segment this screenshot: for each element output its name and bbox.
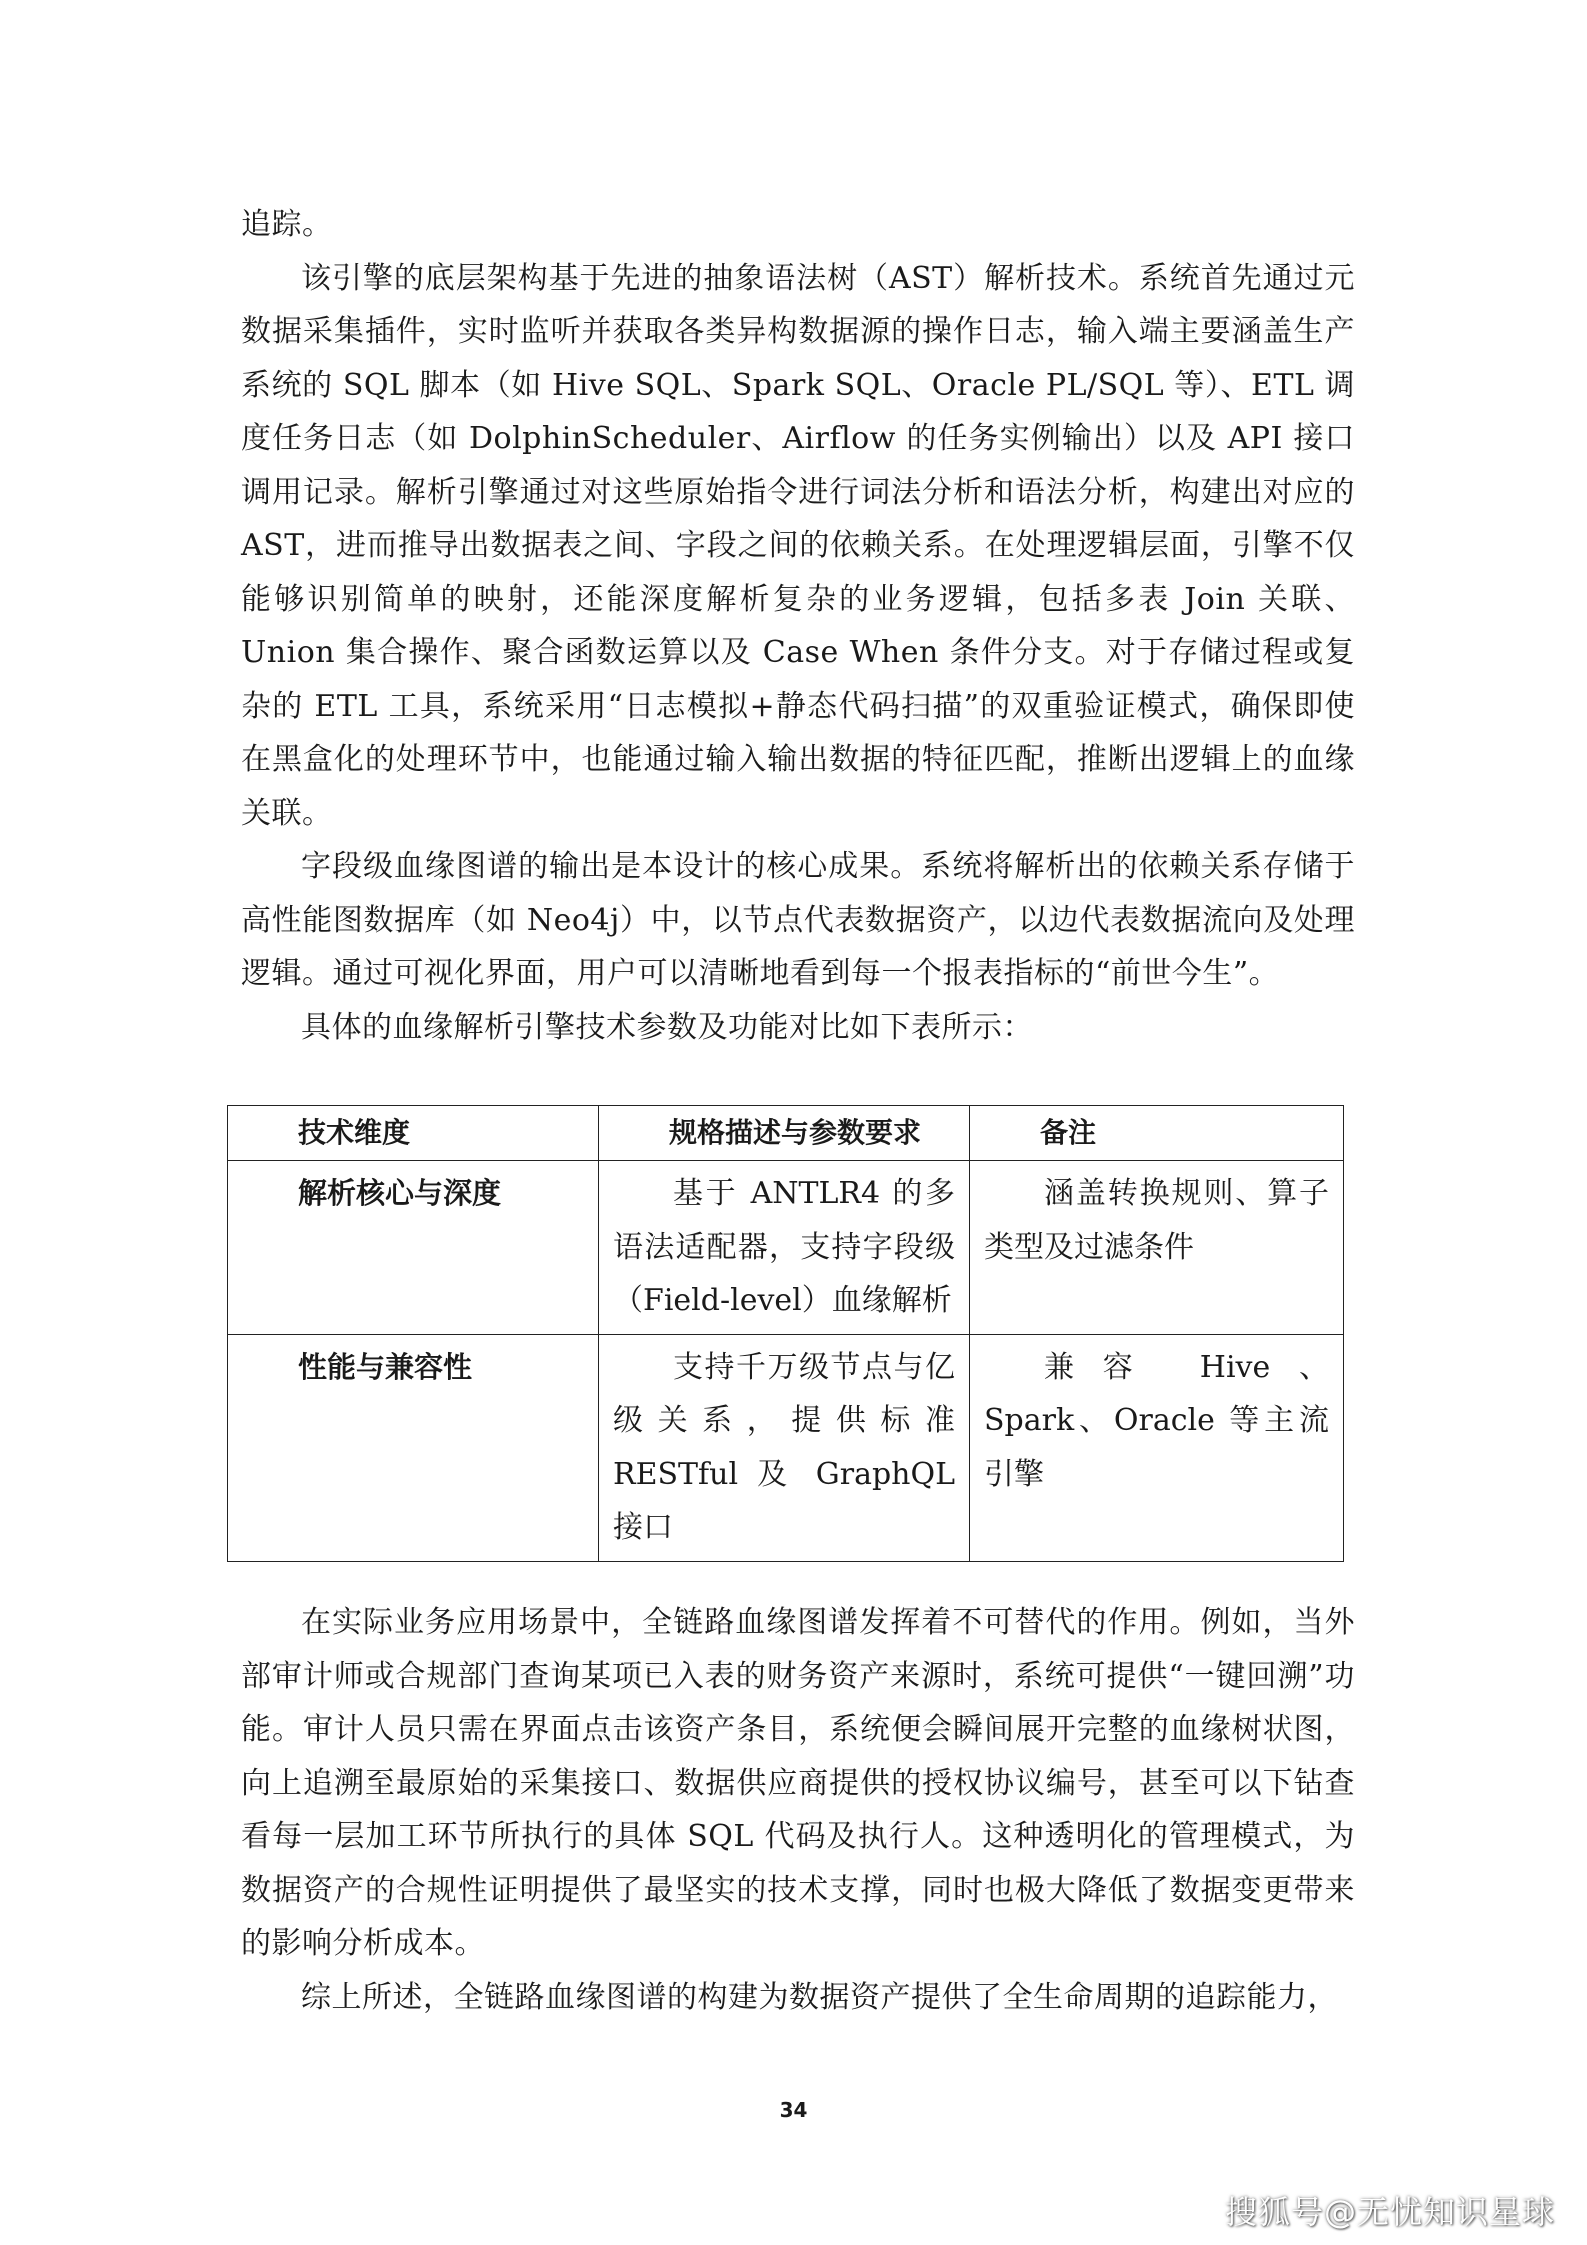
table-row	[228, 1161, 1344, 1335]
body-text-bottom	[241, 1596, 1355, 2024]
table-cell: 支持千万级节点与亿级关系，提供标准 RESTful 及 GraphQL 接口	[599, 1334, 970, 1561]
table-cell: 性能与兼容性	[228, 1334, 599, 1561]
table-header-cell: 备注	[970, 1106, 1344, 1161]
paragraph: 在实际业务应用场景中，全链路血缘图谱发挥着不可替代的作用。例如，当外部审计师或合规部门查询某项已入表的财务资产来源时，系统可提供“一键回溯”功能。审计人员只需在界面点击该资产条目，系统便会瞬间展开完整的血缘树状图，向上追溯至最原始的采集接口、数据供应商提供的授权协议编号，甚至可以下钻查看每一层加工环节所执行的具体 SQL 代码及执行人。这种透明化的管理模式，为数据资产的合规性证明提供了最坚实的技术支撑，同时也极大降低了数据变更带来的影响分析成本。	[241, 1605, 1355, 1961]
table-row	[228, 1334, 1344, 1561]
table-header-cell: 技术维度	[228, 1106, 599, 1161]
table-header-cell: 规格描述与参数要求	[599, 1106, 970, 1161]
paragraph: 综上所述，全链路血缘图谱的构建为数据资产提供了全生命周期的追踪能力，	[301, 1979, 1338, 2015]
table-header-row	[228, 1106, 1344, 1161]
spec-table	[227, 1105, 1344, 1562]
table-cell: 基于 ANTLR4 的多语法适配器，支持字段级（Field-level）血缘解析	[599, 1161, 970, 1335]
page-number: 34	[779, 2098, 808, 2122]
paragraph: 追踪。	[241, 207, 333, 242]
paragraph: 字段级血缘图谱的输出是本设计的核心成果。系统将解析出的依赖关系存储于高性能图数据库（如 Neo4j）中，以节点代表数据资产，以边代表数据流向及处理逻辑。通过可视化界面，用户可以清晰地看到每一个报表指标的“前世今生”。	[241, 849, 1355, 991]
table-cell: 涵盖转换规则、算子类型及过滤条件	[970, 1161, 1344, 1335]
spec-table-wrap	[227, 1105, 1343, 1562]
table-cell: 兼容 Hive、Spark、Oracle 等主流引擎	[970, 1334, 1344, 1561]
watermark: 搜狐号@无忧知识星球	[1224, 2193, 1555, 2231]
body-text-top	[241, 198, 1355, 1054]
table-caption: 具体的血缘解析引擎技术参数及功能对比如下表所示：	[301, 1009, 1033, 1045]
paragraph: 该引擎的底层架构基于先进的抽象语法树（AST）解析技术。系统首先通过元数据采集插件，实时监听并获取各类异构数据源的操作日志，输入端主要涵盖生产系统的 SQL 脚本（如 Hive SQL、Spark SQL、Oracle PL/SQL 等）、ETL 调度任务日志（如 DolphinScheduler、Airflow 的任务实例输出）以及 API 接口调用记录。解析引擎通过对这些原始指令进行词法分析和语法分析，构建出对应的 AST，进而推导出数据表之间、字段之间的依赖关系。在处理逻辑层面，引擎不仅能够识别简单的映射，还能深度解析复杂的业务逻辑，包括多表 Join 关联、Union 集合操作、聚合函数运算以及 Case When 条件分支。对于存储过程或复杂的 ETL 工具，系统采用“日志模拟+静态代码扫描”的双重验证模式，确保即使在黑盒化的处理环节中，也能通过输入输出数据的特征匹配，推断出逻辑上的血缘关联。	[241, 260, 1355, 831]
table-cell: 解析核心与深度	[228, 1161, 599, 1335]
